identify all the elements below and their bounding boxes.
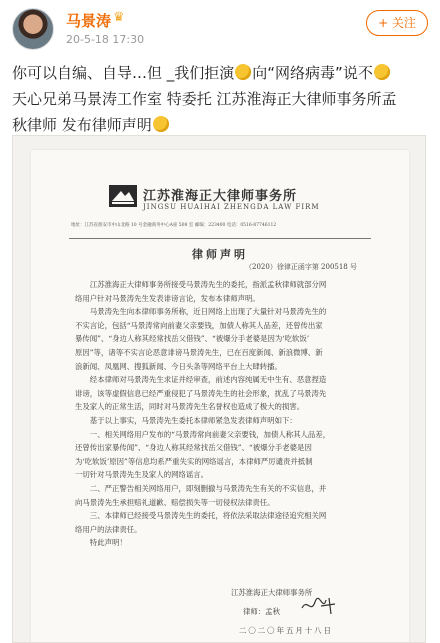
firm-name-en: JINGSU HUAIHAI ZHENGDA LAW FIRM <box>143 203 320 211</box>
paragraph: 络用户的法律责任。 <box>75 524 142 534</box>
avatar[interactable] <box>12 8 54 50</box>
divider <box>69 238 371 239</box>
paragraph: 马景涛先生向本律师事务所称，近日网络上出现了大量针对马景涛先生的 <box>89 307 327 317</box>
timestamp: 20-5-18 17:30 <box>66 33 145 46</box>
paragraph: 不实言论，包括“马景涛常向前妻父亲要钱，加债人称其人品差，还曾传出家 <box>75 320 323 330</box>
post-text <box>12 60 426 138</box>
letter-paper <box>31 150 409 643</box>
paragraph: 特此声明！ <box>89 538 127 548</box>
signature-names: 律师：孟秋 <box>243 607 280 616</box>
paragraph: 一切针对马景涛先生及家人的网络谣言。 <box>75 470 209 480</box>
post-header <box>0 0 440 56</box>
reference-number: （2020）徐律正函字第 200518 号 <box>245 263 357 271</box>
paragraph: 浪新闻、凤凰网、搜狐新闻、今日头条等网络平台上大肆转播。 <box>75 361 282 371</box>
paragraph: 二、严正警告相关网络用户，即刻删撤与马景涛先生有关的不实信息，并 <box>89 483 327 493</box>
statement-image[interactable] <box>12 135 426 643</box>
statement-body <box>75 278 367 550</box>
paragraph: 还曾传出家暴传闻”、“身边人称其经常找岳父借钱”、“被爆分手老婆是因 <box>75 443 312 453</box>
paragraph: 原因”等，诸等不实言论恶意诽谤马景涛先生，已在百度新闻、新浪微博、新 <box>75 347 323 357</box>
firm-address: 地址：江苏省淮安市中山北路 10 号金融商务中心A座 508 室 邮编：223400 电话：0516-87746112 <box>71 223 277 228</box>
post-line-1: 你可以自编、自导…但 _我们拒演 <box>12 64 235 82</box>
handwritten-signature-icon <box>299 594 339 618</box>
fist-emoji-icon <box>153 116 169 132</box>
statement-title: 律师声明 <box>192 248 248 261</box>
paragraph: 向马景涛先生承担赔礼道歉、赔偿损失等一切侵权法律责任。 <box>75 497 275 507</box>
crown-icon: ♛ <box>113 10 125 25</box>
paragraph: 诽谤，该等虚假信息已经严重侵犯了马景涛先生的社会形象，扰乱了马景涛先 <box>75 388 327 398</box>
paragraph: 络用户针对马景涛先生发表诽谤言论，发布本律师声明。 <box>75 293 260 303</box>
paragraph: 一、相关网络用户发布的“马景涛常向前妻父亲要钱，加债人称其人品差， <box>89 429 331 439</box>
signature-date: 二〇二〇年五月十八日 <box>239 626 333 635</box>
paragraph: 经本律师对马景涛先生求证并经审查，前述内容纯属无中生有、恶意捏造 <box>89 375 327 385</box>
signature-firm: 江苏淮海正大律师事务所 <box>231 588 313 597</box>
post-line-2: 天心兄弟马景涛工作室 特委托 江苏淮海正大律师事务所孟 <box>12 90 397 108</box>
paragraph: 江苏淮海正大律师事务所接受马景涛先生的委托，指派孟秋律师就部分网 <box>89 280 327 289</box>
post-line-3: 秋律师 发布律师声明 <box>12 116 152 134</box>
paragraph: 暴传闻”、“身边人称其经常找岳父借钱”、“被爆分手老婆是因为‘吃软饭’ <box>75 334 310 344</box>
firm-name-cn: 江苏淮海正大律师事务所 <box>143 189 298 204</box>
paragraph: 生及家人的正常生活，同时对马景涛先生名誉权也造成了极大的损害。 <box>75 402 305 412</box>
follow-button[interactable]: + 关注 <box>366 10 428 36</box>
post-line-1b: 向“网络病毒”说不 <box>252 64 373 82</box>
username[interactable]: 马景涛 <box>66 12 112 30</box>
paragraph: 三、本律师已经接受马景涛先生的委托，将依法采取法律途径追究相关网 <box>89 511 327 521</box>
paragraph: 为‘吃软饭’原因”等信息均系严重失实的网络谣言，本律师严厉谴责并抵制 <box>75 456 313 466</box>
paragraph: 基于以上事实，马景涛先生委托本律师紧急发表律师声明如下： <box>89 415 297 425</box>
law-firm-logo-icon <box>109 185 137 207</box>
fist-emoji-icon <box>374 64 390 80</box>
fist-emoji-icon <box>235 64 251 80</box>
